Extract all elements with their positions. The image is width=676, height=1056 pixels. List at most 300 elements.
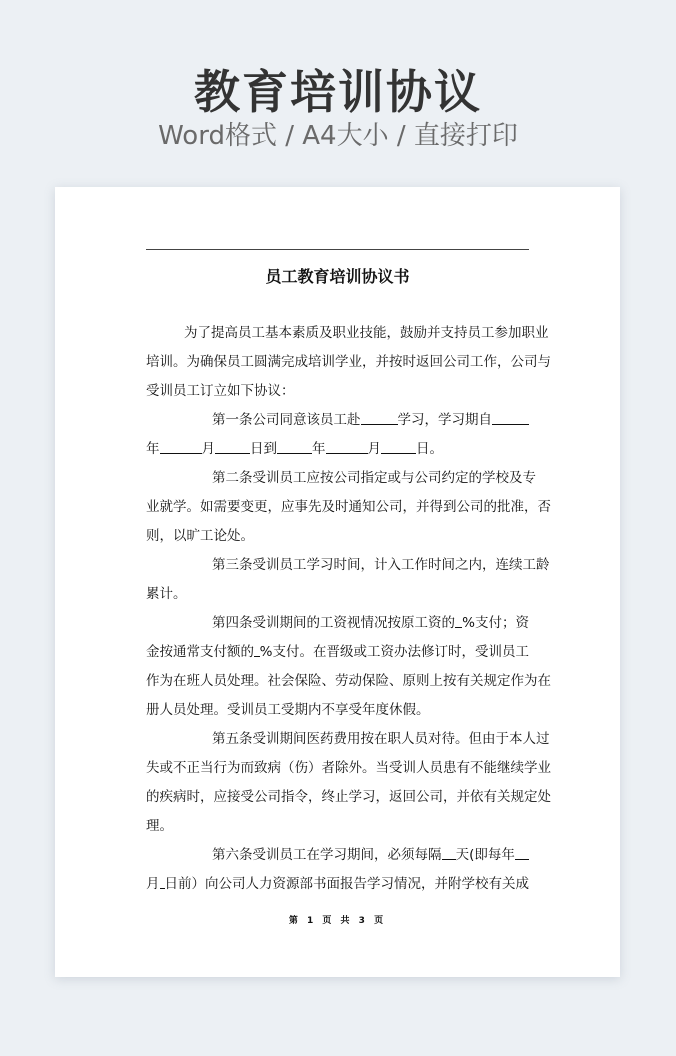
document-char: 工 (293, 557, 307, 573)
document-char: 二 (225, 470, 239, 486)
document-char: 司 (347, 470, 361, 486)
document-char: 本 (509, 731, 523, 747)
document-char: 训 (266, 470, 280, 486)
document-char: 司 (470, 499, 484, 515)
document-char: ； (502, 615, 516, 631)
document-char: 处 (186, 702, 200, 718)
document-char: 训 (402, 760, 416, 776)
document-char: 回 (429, 354, 443, 370)
document-char: 学 (173, 499, 187, 515)
document-char: 险 (375, 673, 389, 689)
document-char: 业 (346, 325, 360, 341)
document-char: 员 (429, 760, 443, 776)
document-line (146, 613, 529, 642)
blank-field (455, 613, 462, 628)
document-char: 。 (416, 702, 430, 718)
document-char: 员 (173, 702, 187, 718)
document-char: 内 (308, 702, 322, 718)
document-char: 工 (367, 644, 381, 660)
document-char: 续 (510, 760, 524, 776)
document-char: 订 (434, 644, 448, 660)
document-char: 保 (294, 673, 308, 689)
document-char: 六 (225, 847, 239, 863)
document-char: ( (469, 847, 475, 863)
document-char: 意 (293, 412, 307, 428)
document-char: 病 (173, 789, 187, 805)
document-char: 致 (254, 760, 268, 776)
document-char: 回 (402, 789, 416, 805)
document-char: 及 (319, 325, 333, 341)
document-char: 按 (159, 644, 173, 660)
document-char: 失 (146, 760, 160, 776)
document-char: ， (386, 325, 400, 341)
document-char: 资 (428, 615, 442, 631)
document-char: 条 (239, 847, 253, 863)
document-char: 了 (197, 325, 211, 341)
document-char: 金 (146, 644, 160, 660)
document-char: 学 (461, 876, 475, 892)
document-char: 到 (443, 499, 457, 515)
document-char: 员 (254, 702, 268, 718)
document-char: 人 (401, 731, 415, 747)
document-char: 人 (522, 731, 536, 747)
document-char: 的 (441, 615, 455, 631)
document-char: 学 (348, 789, 362, 805)
document-char: 时 (402, 354, 416, 370)
document-char: 。 (362, 760, 376, 776)
document-char: 习 (451, 412, 465, 428)
document-char: 有 (483, 789, 497, 805)
document-char: 不 (470, 760, 484, 776)
document-char: 第 (212, 557, 226, 573)
document-char: 作 (510, 673, 524, 689)
document-char: 由 (482, 731, 496, 747)
document-char: 不 (173, 760, 187, 776)
document-char: 习 (333, 847, 347, 863)
document-char: 办 (394, 644, 408, 660)
document-char: 视 (347, 615, 361, 631)
document-char: 付 (213, 644, 227, 660)
document-char: 公 (443, 354, 457, 370)
document-char: 更 (254, 499, 268, 515)
document-char: 待 (441, 731, 455, 747)
document-char: 面 (326, 876, 340, 892)
document-char: 按 (360, 731, 374, 747)
document-char: 人 (245, 876, 259, 892)
document-char: 与 (537, 354, 551, 370)
document-char: 年 (146, 441, 160, 457)
document-char: 训 (321, 354, 335, 370)
document-char: 资 (380, 644, 394, 660)
document-char: 及 (509, 470, 523, 486)
document-char: 力 (259, 876, 273, 892)
document-char: 学 (320, 847, 334, 863)
document-char: 为 (227, 760, 241, 776)
document-char: 学 (306, 557, 320, 573)
document-char: 工 (200, 528, 214, 544)
document-char: 疾 (159, 789, 173, 805)
document-char: 病 (267, 760, 281, 776)
document-char: 间 (293, 731, 307, 747)
document-line (146, 410, 529, 439)
document-char: 成 (515, 876, 529, 892)
document-char: 法 (407, 644, 421, 660)
document-char: 训 (159, 354, 173, 370)
document-char: 修 (421, 644, 435, 660)
document-char: 有 (488, 876, 502, 892)
document-char: 期 (294, 702, 308, 718)
document-char: 为 (186, 354, 200, 370)
document-char: 到 (263, 441, 277, 457)
document-line (146, 671, 551, 700)
document-char: 一 (225, 412, 239, 428)
document-char: 社 (267, 673, 281, 689)
document-char: 习 (380, 876, 394, 892)
document-char: 期 (465, 412, 479, 428)
document-char: 作 (483, 354, 497, 370)
document-char: 会 (281, 673, 295, 689)
document-char: 况 (407, 876, 421, 892)
document-char: 向 (205, 876, 219, 892)
document-char: 接 (227, 789, 241, 805)
document-char: 在 (374, 731, 388, 747)
document-char: 终 (321, 789, 335, 805)
document-char: 三 (225, 557, 239, 573)
document-char: 公 (414, 470, 428, 486)
document-char: 训 (266, 557, 280, 573)
document-char: 行 (213, 760, 227, 776)
document-char: 并 (375, 354, 389, 370)
document-char: 受 (252, 470, 266, 486)
document-char: 受 (252, 615, 266, 631)
document-char: 该 (306, 412, 320, 428)
document-char: 的 (468, 470, 482, 486)
blank-field (381, 439, 416, 454)
document-char: 受 (146, 383, 160, 399)
document-char: 员 (320, 412, 334, 428)
document-char: 在 (306, 847, 320, 863)
document-char: 工 (470, 354, 484, 370)
document-char: 基 (265, 325, 279, 341)
document-char: 员 (279, 470, 293, 486)
document-line (146, 787, 551, 816)
document-char: 外 (348, 760, 362, 776)
document-char: 同 (279, 412, 293, 428)
document-char: 业 (537, 760, 551, 776)
document-char: 资 (515, 615, 529, 631)
document-char: 工 (401, 557, 415, 573)
document-char: 情 (394, 876, 408, 892)
document-char: 或 (159, 760, 173, 776)
document-char: 如 (227, 383, 241, 399)
document-char: 业 (348, 354, 362, 370)
document-char: 况 (374, 615, 388, 631)
document-char: 工 (267, 702, 281, 718)
document-char: 受 (240, 789, 254, 805)
document-char: 、 (389, 673, 403, 689)
document-char: 员 (213, 673, 227, 689)
document-char: 并 (456, 789, 470, 805)
document-char: 训 (266, 731, 280, 747)
document-char: 年 (362, 702, 376, 718)
document-char: 专 (522, 470, 536, 486)
document-char: 学 (335, 354, 349, 370)
document-char: 资 (333, 615, 347, 631)
document-char: 学 (438, 412, 452, 428)
document-char: 司 (267, 789, 281, 805)
hero-title: 教育培训协议 (194, 65, 482, 119)
document-char: 下 (240, 383, 254, 399)
document-char: 事 (294, 499, 308, 515)
document-line (146, 468, 536, 497)
document-char: 立 (213, 383, 227, 399)
blank-field (277, 439, 312, 454)
document-char: 工 (522, 557, 536, 573)
document-char: 培 (308, 354, 322, 370)
document-char: 关 (502, 876, 516, 892)
document-char: 。 (455, 731, 469, 747)
document-char: 对 (428, 731, 442, 747)
document-char: 工 (481, 325, 495, 341)
document-char: 员 (279, 557, 293, 573)
document-char: 学 (367, 876, 381, 892)
document-char: 关 (497, 789, 511, 805)
document-char: 情 (360, 615, 374, 631)
document-char: 规 (483, 673, 497, 689)
document-char: 付 (286, 644, 300, 660)
document-char: 的 (146, 789, 160, 805)
document-char: 保 (362, 673, 376, 689)
document-char: 第 (212, 615, 226, 631)
document-char: 公 (416, 789, 430, 805)
document-char: 员 (502, 644, 516, 660)
document-char: 的 (240, 644, 254, 660)
document-char: 天 (455, 847, 470, 863)
document-char: ， (443, 789, 457, 805)
document-char: 有 (456, 673, 470, 689)
document-char: 班 (186, 673, 200, 689)
document-char: 工 (293, 847, 307, 863)
document-char: 为 (159, 673, 173, 689)
document-char: 之 (455, 557, 469, 573)
document-char: 理 (240, 673, 254, 689)
document-char: % (462, 615, 475, 631)
document-char: 在 (313, 644, 327, 660)
document-char: 则 (416, 673, 430, 689)
document-char: 按 (320, 470, 334, 486)
document-char: 司 (389, 499, 403, 515)
document-char: 员 (279, 847, 293, 863)
document-char: 规 (510, 789, 524, 805)
document-char: 即 (474, 847, 488, 863)
document-char: 在 (537, 673, 551, 689)
document-char: 并 (416, 499, 430, 515)
document-char: 第 (212, 847, 226, 863)
document-char: 返 (389, 789, 403, 805)
document-char: 职 (387, 731, 401, 747)
document-char: 或 (387, 470, 401, 486)
document-char: 动 (348, 673, 362, 689)
document-char: 定 (497, 673, 511, 689)
document-char: 年 (501, 847, 515, 863)
document-char: 的 (306, 615, 320, 631)
document-line (146, 526, 529, 555)
document-char: 训 (159, 383, 173, 399)
document-char: 、 (321, 673, 335, 689)
document-char: 。 (186, 499, 200, 515)
document-line (146, 497, 551, 526)
document-char: 前 (178, 876, 192, 892)
document-char: 第 (212, 412, 226, 428)
document-char: 公 (510, 354, 524, 370)
document-char: 应 (306, 470, 320, 486)
document-char: 提 (211, 325, 225, 341)
document-char: 完 (281, 354, 295, 370)
document-char: 部 (299, 876, 313, 892)
document-char: 工 (293, 470, 307, 486)
document-char: ： (281, 383, 295, 399)
document-char: 就 (159, 499, 173, 515)
document-line (146, 729, 550, 758)
blank-field (160, 439, 202, 454)
document-char: 。 (299, 644, 313, 660)
document-char: 理 (146, 818, 160, 834)
document-char: 原 (401, 615, 415, 631)
document-char: 职 (332, 325, 346, 341)
document-char: 学 (482, 470, 496, 486)
document-char: 工 (251, 325, 265, 341)
document-char: 司 (456, 354, 470, 370)
document-char: 工 (515, 644, 529, 660)
blank-field (492, 410, 529, 425)
document-char: 作 (414, 557, 428, 573)
document-char: 依 (470, 789, 484, 805)
document-char: 业 (146, 499, 160, 515)
document-char: 时 (428, 557, 442, 573)
document-char: 公 (456, 499, 470, 515)
document-char: ） (191, 876, 205, 892)
document-char: 公 (333, 470, 347, 486)
document-char: 险 (308, 673, 322, 689)
document-line (146, 700, 529, 729)
document-char: 司 (266, 412, 280, 428)
document-char: 期 (347, 847, 361, 863)
document-char: 条 (239, 412, 253, 428)
document-char: 第 (212, 731, 226, 747)
document-char: 能 (483, 760, 497, 776)
document-char: ， (360, 557, 374, 573)
document-char: 支 (475, 615, 489, 631)
document-char: 间 (347, 557, 361, 573)
document-char: 订 (200, 383, 214, 399)
document-char: 患 (443, 760, 457, 776)
document-char: 定 (455, 470, 469, 486)
document-char: 司 (428, 470, 442, 486)
document-char: 期 (279, 615, 293, 631)
document-char: 学 (397, 412, 411, 428)
blank-field (326, 439, 368, 454)
document-char: 资 (272, 876, 286, 892)
document-char: 。 (173, 354, 187, 370)
document-char: ， (159, 528, 173, 544)
document-char: 处 (537, 789, 551, 805)
document-char: 则 (146, 528, 160, 544)
document-char: 不 (321, 702, 335, 718)
page-number-footer: 第 1 页 共 3 页 (288, 916, 387, 926)
document-char: 止 (335, 789, 349, 805)
document-char: 否 (537, 499, 551, 515)
document-char: 时 (186, 789, 200, 805)
document-char: ） (308, 760, 322, 776)
document-char: 付 (488, 615, 502, 631)
document-char: 常 (186, 644, 200, 660)
document-char: 计 (374, 557, 388, 573)
document-char: 受 (475, 644, 489, 660)
document-char: 度 (375, 702, 389, 718)
document-char: 司 (232, 876, 246, 892)
document-line (146, 352, 551, 381)
document-char: 时 (448, 644, 462, 660)
document-char: 工 (320, 615, 334, 631)
document-char: 入 (387, 557, 401, 573)
document-char: 工 (414, 615, 428, 631)
document-char: ， (375, 789, 389, 805)
document-char: 支 (272, 644, 286, 660)
document-char: 需 (213, 499, 227, 515)
document-char: 四 (225, 615, 239, 631)
blank-field (442, 845, 456, 860)
document-char: 间 (360, 847, 374, 863)
header-rule (146, 249, 529, 250)
document-char: 议 (267, 383, 281, 399)
document-char: 每 (487, 847, 502, 863)
document-page (55, 187, 620, 977)
document-char: 公 (375, 499, 389, 515)
document-char: 隔 (428, 847, 442, 863)
document-char: 加 (508, 325, 522, 341)
document-char: 通 (173, 644, 187, 660)
document-char: 用 (347, 731, 361, 747)
document-char: 原 (402, 673, 416, 689)
blank-field (215, 439, 250, 454)
document-char: 条 (239, 615, 253, 631)
document-char: 自 (478, 412, 492, 428)
document-char: 校 (495, 470, 509, 486)
document-char: 得 (429, 499, 443, 515)
document-char: 定 (374, 470, 388, 486)
document-char: 上 (429, 673, 443, 689)
document-char: 级 (340, 644, 354, 660)
document-char: 费 (333, 731, 347, 747)
document-char: 确 (200, 354, 214, 370)
document-char: 龄 (536, 557, 550, 573)
document-char: 技 (359, 325, 373, 341)
document-char: 司 (524, 354, 538, 370)
document-char: 人 (159, 702, 173, 718)
document-char: 定 (524, 789, 538, 805)
document-char: 内 (468, 557, 482, 573)
document-char: 协 (254, 383, 268, 399)
document-char: 源 (286, 876, 300, 892)
document-line (146, 439, 529, 468)
document-char: 校 (475, 876, 489, 892)
document-char: 指 (360, 470, 374, 486)
document-char: 者 (321, 760, 335, 776)
document-char: 应 (281, 499, 295, 515)
document-char: 理 (200, 702, 214, 718)
document-char: 受 (252, 557, 266, 573)
document-char: 保 (213, 354, 227, 370)
